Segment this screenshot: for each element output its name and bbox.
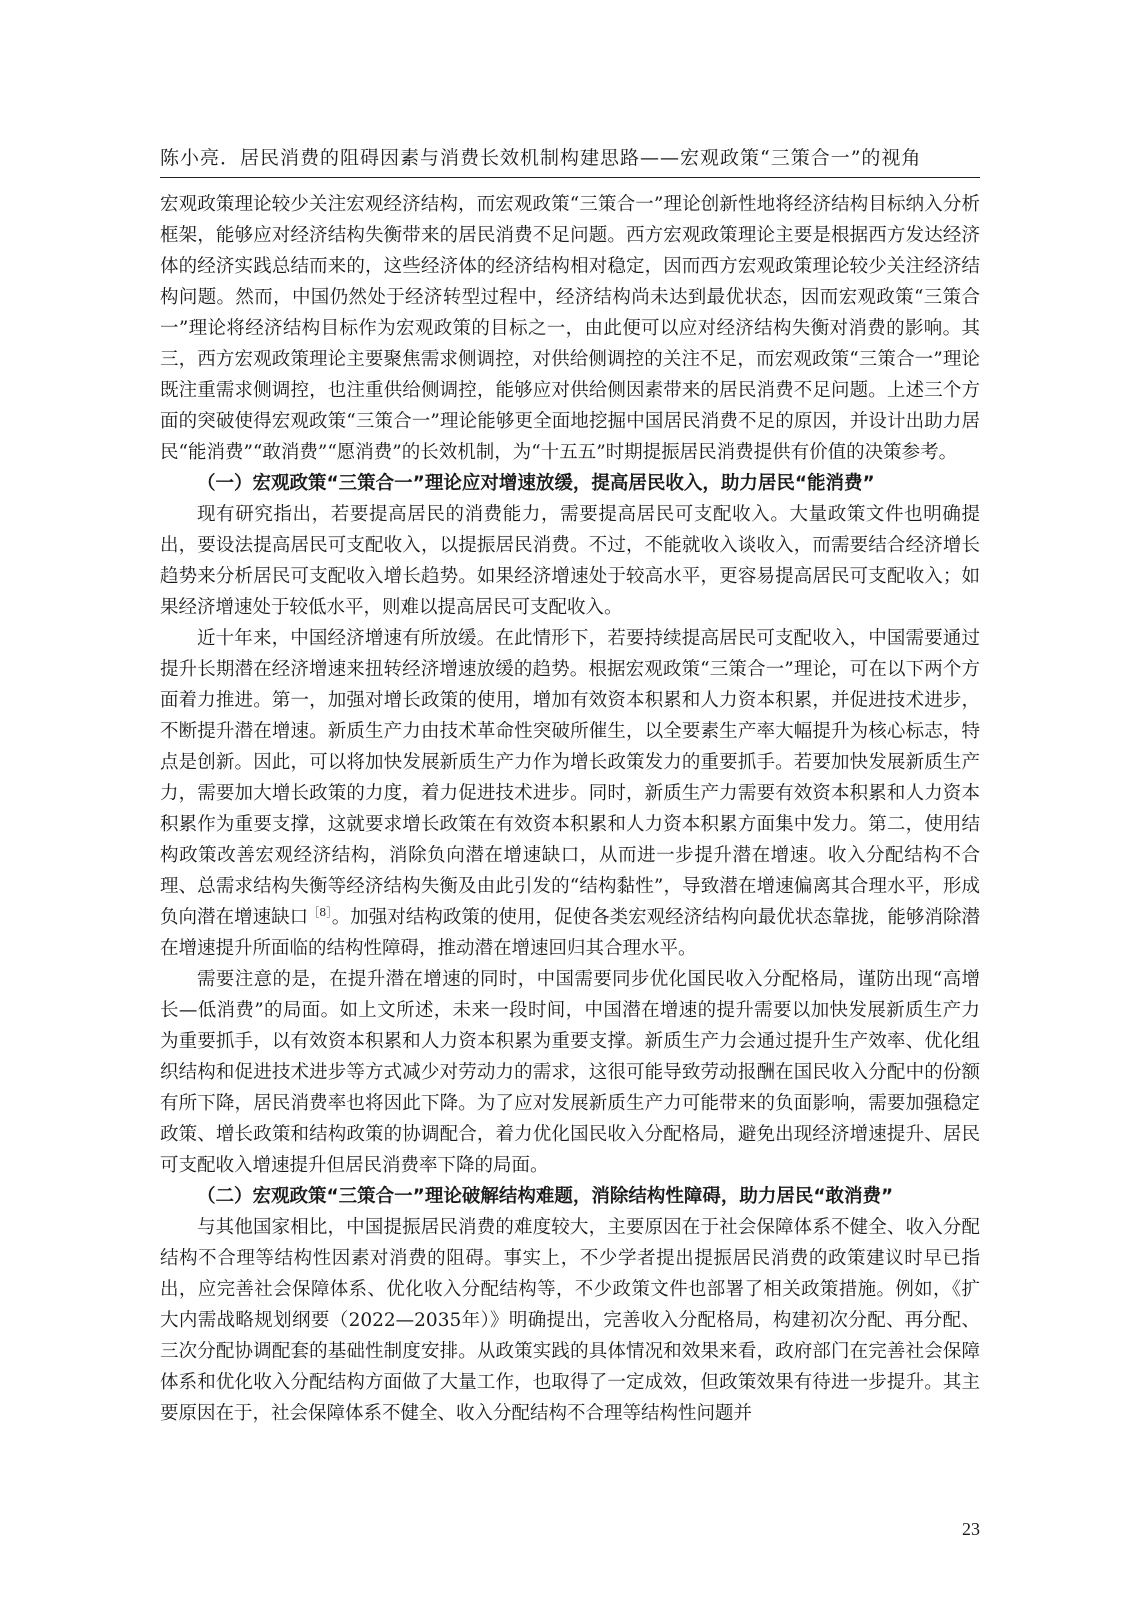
page-number: 23 bbox=[962, 1519, 980, 1539]
article-body bbox=[160, 189, 980, 1429]
paragraph-text-part-a: 近十年来，中国经济增速有所放缓。在此情形下，若要持续提高居民可支配收入，中国需要通过提升长期潜在经济增速来扭转经济增速放缓的趋势。根据宏观政策“三策合一”理论，可在以下两个方面着力推进。第一，加强对增长政策的使用，增加有效资本积累和人力资本积累，并促进技术进步，不断提升潜在增速。新质生产力由技术革命性突破所催生，以全要素生产率大幅提升为核心标志，特点是创新。因此，可以将加快发展新质生产力作为增长政策发力的重要抓手。若要加快发展新质生产力，需要加大增长政策的力度，着力促进技术进步。同时，新质生产力需要有效资本积累和人力资本积累作为重要支撑，这就要求增长政策在有效资本积累和人力资本积累方面集中发力。第二，使用结构政策改善宏观经济结构，消除负向潜在增速缺口，从而进一步提升潜在增速。收入分配结构不合理、总需求结构失衡等经济结构失衡及由此引发的“结构黏性”，导致潜在增速偏离其合理水平，形成负向潜在增速缺口 bbox=[160, 628, 980, 928]
paragraph-text-part-b: 。加强对结构政策的使用，促使各类宏观经济结构向最优状态靠拢，能够消除潜在增速提升所面临的结构性障碍，推动潜在增速回归其合理水平。 bbox=[160, 907, 981, 959]
paragraph: 与其他国家相比，中国提振居民消费的难度较大，主要原因在于社会保障体系不健全、收入分配结构不合理等结构性因素对消费的阻碍。事实上，不少学者提出提振居民消费的政策建议时早已指出，应完善社会保障体系、优化收入分配结构等，不少政策文件也部署了相关政策措施。例如，《扩大内需战略规划纲要（2022—2035年）》明确提出，完善收入分配格局，构建初次分配、再分配、三次分配协调配套的基础性制度安排。从政策实践的具体情况和效果来看，政府部门在完善社会保障体系和优化收入分配结构方面做了大量工作，也取得了一定成效，但政策效果有待进一步提升。其主要原因在于，社会保障体系不健全、收入分配结构不合理等结构性问题并 bbox=[160, 1217, 980, 1424]
paragraph-with-citation bbox=[160, 623, 980, 964]
paragraph-continued: 宏观政策理论较少关注宏观经济结构，而宏观政策“三策合一”理论创新性地将经济结构目标纳入分析框架，能够应对经济结构失衡带来的居民消费不足问题。西方宏观政策理论主要是根据西方发达经济体的经济实践总结而来的，这些经济体的经济结构相对稳定，因而西方宏观政策理论较少关注经济结构问题。然而，中国仍然处于经济转型过程中，经济结构尚未达到最优状态，因而宏观政策“三策合一”理论将经济结构目标作为宏观政策的目标之一，由此便可以应对经济结构失衡对消费的影响。其三，西方宏观政策理论主要聚焦需求侧调控，对供给侧调控的关注不足，而宏观政策“三策合一”理论既注重需求侧调控，也注重供给侧调控，能够应对供给侧因素带来的居民消费不足问题。上述三个方面的突破使得宏观政策“三策合一”理论能够更全面地挖掘中国居民消费不足的原因，并设计出助力居民“能消费”“敢消费”“愿消费”的长效机制，为“十五五”时期提振居民消费提供有价值的决策参考。 bbox=[160, 194, 980, 463]
header-rule bbox=[160, 177, 980, 178]
paragraph: 需要注意的是，在提升潜在增速的同时，中国需要同步优化国民收入分配格局，谨防出现“高增长—低消费”的局面。如上文所述，未来一段时间，中国潜在增速的提升需要以加快发展新质生产力为重要抓手，以有效资本积累和人力资本积累为重要支撑。新质生产力会通过提升生产效率、优化组织结构和促进技术进步等方式减少对劳动力的需求，这很可能导致劳动报酬在国民收入分配中的份额有所下降，居民消费率也将因此下降。为了应对发展新质生产力可能带来的负面影响，需要加强稳定政策、增长政策和结构政策的协调配合，着力优化国民收入分配格局，避免出现经济增速提升、居民可支配收入增速提升但居民消费率下降的局面。 bbox=[160, 969, 980, 1176]
citation-marker[interactable]: ［8］ bbox=[308, 905, 332, 919]
section-heading-1: （一）宏观政策“三策合一”理论应对增速放缓，提高居民收入，助力居民“能消费” bbox=[197, 473, 875, 494]
running-header: 陈小亮．居民消费的阻碍因素与消费长效机制构建思路——宏观政策“三策合一”的视角 bbox=[160, 147, 922, 169]
paragraph: 现有研究指出，若要提高居民的消费能力，需要提高居民可支配收入。大量政策文件也明确提出，要设法提高居民可支配收入，以提振居民消费。不过，不能就收入谈收入，而需要结合经济增长趋势来分析居民可支配收入增长趋势。如果经济增速处于较高水平，更容易提高居民可支配收入；如果经济增速处于较低水平，则难以提高居民可支配收入。 bbox=[160, 504, 980, 618]
section-heading-2: （二）宏观政策“三策合一”理论破解结构难题，消除结构性障碍，助力居民“敢消费” bbox=[197, 1186, 894, 1207]
